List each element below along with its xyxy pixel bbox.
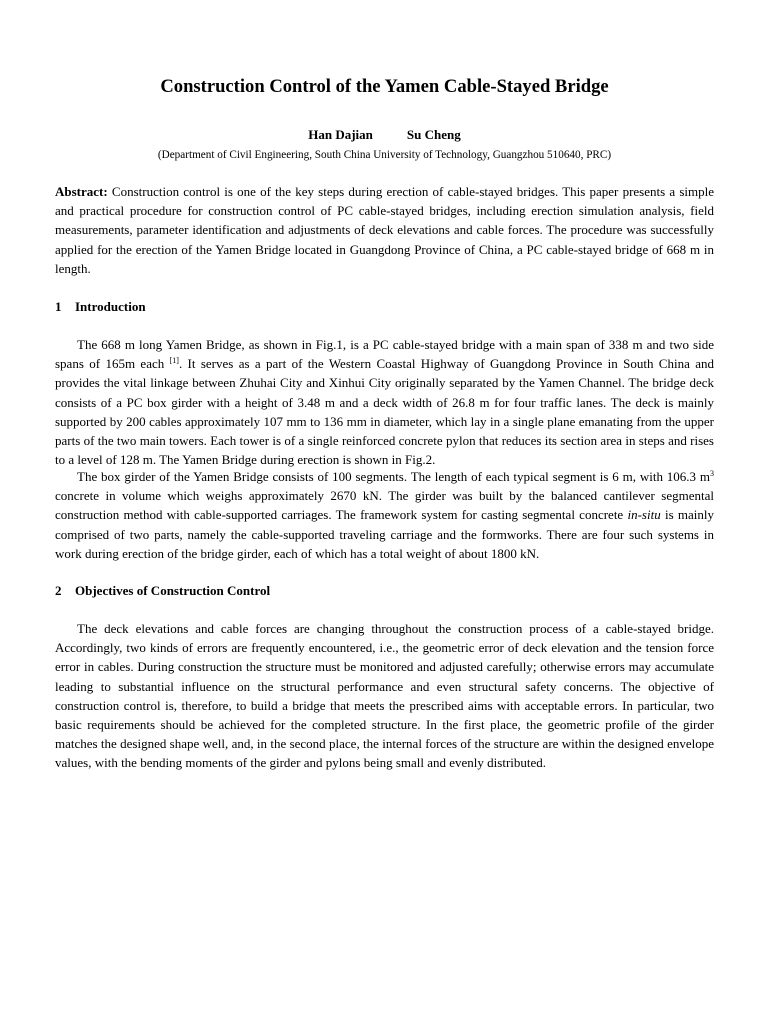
abstract-text: Construction control is one of the key steps during erection of cable-stayed bridges. This paper presents a simple and practical procedure for construction control of PC cable-stayed bridges, including erection simulation analysis, field measurements, parameter identification and adjustments of deck elevations and cable forces. The procedure was successfully applied for the erection of the Yamen Bridge located in Guangdong Province of China, a PC cable-stayed bridge of 668 m in length.: [55, 184, 715, 276]
author-line: [55, 127, 714, 143]
section-2-paragraph-1: The deck elevations and cable forces are changing throughout the construction process of a cable-stayed bridge. Accordingly, two kinds of errors are frequently encountered, i.e., the geometric error of deck elevation and the tension force error in cables. During construction the structure must be monitored and adjusted carefully; otherwise errors may accumulate leading to substantial influence on the structural performance and even structural safety concerns. The objective of construction control is, therefore, to build a bridge that meets the prescribed aims with acceptable errors. In particular, two basic requirements should be achieved for the completed structure. In the first place, the geometric profile of the girder matches the designed shape well, and, in the second place, the internal forces of the structure are within the designed envelope values, with the bending moments of the girder and pylons being small and evenly distributed.: [55, 621, 714, 771]
author-2: Su Cheng: [406, 127, 461, 142]
affiliation: (Department of Civil Engineering, South China University of Technology, Guangzhou 510640, PRC): [157, 149, 612, 161]
section-2-title: Objectives of Construction Control: [75, 583, 271, 598]
section-2-heading: [55, 581, 270, 600]
section-1-heading: [55, 297, 146, 316]
section-1-paragraph-2: The box girder of the Yamen Bridge consists of 100 segments. The length of each typical segment is 6 m, with 106.3 $m^3$ concrete in volume which weighs approximately 2670 kN. The girder was built by the balanced cantilever segmental construction method with cable-supported carriages. The framework system for casting segmental concrete in-situ is mainly comprised of two parts, namely the cable-supported traveling carriage and the formworks. There are four such systems in work during erection of the bridge girder, each of which has a total weight of about 1800 kN.: [55, 469, 714, 561]
section-1-number: 1: [55, 299, 62, 314]
italic-in-situ: in-situ: [627, 507, 661, 523]
section-2-number: 2: [55, 583, 62, 598]
section-1-title: Introduction: [75, 299, 146, 314]
section-1-paragraph-1: The 668 m long Yamen Bridge, as shown in Fig.1, is a PC cable-stayed bridge with a main span of 338 m and two side spans of 165m each [1]. It serves as a part of the Western Coastal Highway of Guangdong Province in South China and provides the vital linkage between Zhuhai City and Xinhui City originally separated by the Yamen Channel. The bridge deck consists of a PC box girder with a height of 3.48 m and a deck width of 26.8 m for four traffic lanes. The deck is mainly supported by 200 cables approximately 107 mm to 136 mm in diameter, which lay in a single plane emanating from the upper parts of the two main towers. Each tower is of a single reinforced concrete pylon that reduces its section area in steps and rises to a level of 128 m. The Yamen Bridge during erection is shown in Fig.2.: [55, 337, 714, 468]
citation-ref: [1]: [169, 356, 179, 366]
abstract-label: Abstract:: [55, 184, 108, 199]
abstract: [55, 182, 714, 278]
author-1: Han Dajian: [308, 127, 373, 142]
superscript-3: 3: [710, 469, 714, 478]
paper-title: Construction Control of the Yamen Cable-Stayed Bridge: [160, 76, 609, 97]
